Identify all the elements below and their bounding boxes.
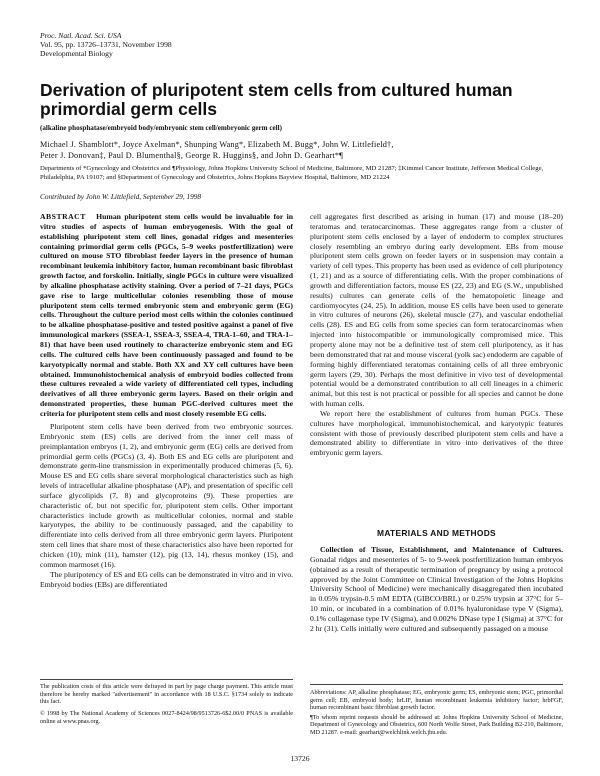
intro-paragraph: The pluripotency of ES and EG cells can be demonstrated in vitro and in vivo. Embryoid bodies (EBs) are differentiated — [40, 569, 293, 589]
abbreviations-note: Abbreviations: AP, alkaline phosphatase; EG, embryonic germ; ES, embryonic stem; PGC, primordial germ cell; EB, embryoid body; hrLIF, human recombinant leukemia inhibitory factor; hrbFGF, human recombinant basic fibroblast growth factor. — [310, 689, 563, 711]
authors-line: Michael J. Shamblott*, Joyce Axelman*, Shunping Wang*, Elizabeth M. Bugg*, John W. Littlefield†, — [40, 140, 394, 149]
journal-header — [40, 31, 172, 59]
abstract-text: Human pluripotent stem cells would be invaluable for in vitro studies of aspects of human embryogenesis. With the goal of establishing pluripotent stem cell lines, gonadal ridges and mesenteries containing primordial germ cells (PGCs, 5–9 weeks postfertilization) were cultured on mouse STO fibroblast feeder layers in the presence of human recombinant leukemia inhibitory factor, human recombinant basic fibroblast growth factor, and forskolin. Initially, single PGCs in culture were visualized by alkaline phosphatase activity staining. Over a period of 7–21 days, PGCs gave rise to large multicellular colonies resembling those of mouse pluripotent stem cells termed embryonic stem and embryonic germ (EG) cells. Throughout the culture period most cells within the colonies continued to be alkaline phosphatase-positive and tested positive against a panel of five immunological markers (SSEA-1, SSEA-3, SSEA-4, TRA-1–60, and TRA-1–81) that have been used routinely to characterize embryonic stem and EG cells. The cultured cells have been continuously passaged and found to be karyotypically normal and stable. Both XX and XY cell cultures have been obtained. Immunohistochemical analysis of embryoid bodies collected from these cultures revealed a wide variety of differentiated cell types, including derivatives of all three embryonic germ layers. Based on their origin and demonstrated properties, these human PGC-derived cultures meet the criteria for pluripotent stem cells and most closely resemble EG cells. — [40, 212, 293, 418]
footnote-divider — [40, 679, 293, 680]
page-number: 13726 — [290, 754, 310, 763]
body-paragraph: We report here the establishment of cultures from human PGCs. These cultures have morphological, immunohistochemical, and karyotypic features consistent with those of previously described pluripotent stem cells and have a demonstrated ability to differentiate in vitro into derivatives of the three embryonic germ layers. — [310, 408, 563, 458]
methods-heading: MATERIALS AND METHODS — [377, 528, 496, 538]
introduction — [40, 422, 293, 589]
keywords: (alkaline phosphatase/embryoid body/embryonic stem cell/embryonic germ cell) — [40, 124, 282, 132]
abstract — [40, 212, 293, 419]
publication-costs-note: The publication costs of this article were defrayed in part by page charge payment. This article must therefore be hereby marked "advertisement" in accordance with 18 U.S.C. §1734 solely to indicate this fact. — [40, 683, 293, 706]
article-title: Derivation of pluripotent stem cells from cultured human primordial germ cells — [40, 80, 513, 119]
methods-subheading: Collection of Tissue, Establishment, and Maintenance of Cultures. — [320, 545, 563, 554]
intro-paragraph: Pluripotent stem cells have been derived from two embryonic sources. Embryonic stem (ES) cells are derived from the inner cell mass of preimplantation embryos (1, 2), and embryonic germ (EG) cells are derived from primordial germ cells (PGCs) (3, 4). Both ES and EG cells are pluripotent and demonstrate germ-line transmission in experimentally produced chimeras (5, 6). Mouse ES and EG cells share several morphological characteristics such as high levels of intracellular alkaline phosphatase (AP), and presentation of specific cell surface glycolipids (7, 8) and glycoproteins (9). These properties are characteristic of, but not specific for, pluripotent stem cells. Other important characteristics include growth as multicellular colonies, normal and stable karyotypes, the ability to be continuously passaged, and the capability to differentiate into cells derived from all three embryonic germ layers. Pluripotent stem cell lines that share most of these characteristics also have been reported for chicken (10), mink (11), hamster (12), pig (13, 14), rhesus monkey (15), and common marmoset (16). — [40, 422, 293, 569]
journal-volume: Vol. 95, pp. 13726–13731, November 1998 — [40, 40, 172, 50]
body-paragraph: cell aggregates first described as arising in human (17) and mouse (18–20) teratomas and teratocarcinomas. These aggregates range from a cluster of pluripotent stem cells enclosed by a layer of endoderm to complex structures closely resembling an embryo during early development. EBs from mouse pluripotent stem cells grown on feeder layers or in suspension may contain a variety of cell types. This property has been used as evidence of cell pluripotency (1, 21) and as a source of differentiating cells. With the proper combinations of growth and differentiation factors, mouse ES (22, 23) and EG (S.W., unpublished results) cultures can generate cells of the hematopoietic lineage and cardiomyocytes (24, 25). In addition, mouse ES cells have been used to generate in vitro cultures of neurons (26), skeletal muscle (27), and vascular endothelial cells (28). ES and EG cells from some species can form teratocarcinomas when injected into histocompatible or immunologically compromised mice. This property alone may not be a definitive test of stem cell pluripotency, as it has been demonstrated that rat and mouse visceral (yolk sac) endoderm are capable of forming highly differentiated teratomas containing cells of all three embryonic germ layers (29, 30). Perhaps the most definitive in vivo test of developmental potential would be a demonstrated contribution to all cell lineages in a chimeric animal, but this test is not practical or possible for all species and cannot be done with human cells. — [310, 212, 563, 409]
footnotes-left — [40, 683, 293, 730]
footnote-divider — [310, 684, 563, 685]
contributed-by: Contributed by John W. Littlefield, September 29, 1998 — [40, 192, 202, 201]
journal-section: Developmental Biology — [40, 49, 113, 59]
author-list — [40, 139, 565, 161]
abstract-label: ABSTRACT — [40, 212, 86, 221]
methods-text: Gonadal ridges and mesenteries of 5- to 9-week postfertilization human embryos (obtained as a result of therapeutic termination of pregnancy by using a protocol approved by the Joint Committee on Clinical Investigation of the Johns Hopkins University School of Medicine) were mechanically disaggregated then incubated in 0.05% trypsin-0.5 mM EDTA (GIBCO/BRL) or 0.25% trypsin at 37°C for 5–10 min, or incubated in a combination of 0.01% hyaluronidase type V (Sigma), 0.1% collagenase type IV (Sigma), and 0.002% DNase type I (Sigma) at 37°C for 2 hr (31). Cells initially were cultured and subsequently passaged on a mouse — [310, 554, 563, 633]
right-column-text — [310, 212, 563, 458]
journal-name: Proc. Natl. Acad. Sci. USA — [40, 31, 122, 40]
footnotes-right — [310, 689, 563, 738]
methods-section — [310, 545, 563, 634]
affiliations: Departments of *Gynecology and Obstetrics and ¶Physiology, Johns Hopkins University School of Medicine, Baltimore, MD 21287; ‡Kimmel Cancer Institute, Jefferson Medical College, Philadelphia, PA 19107; and §Department of Gynecology and Obstetrics, Johns Hopkins Bayview Hospital, Baltimore, MD 21224 — [40, 165, 544, 181]
copyright-note: © 1998 by The National Academy of Sciences 0027-8424/98/9513726-6$2.00/0 PNAS is available online at www.pnas.org. — [40, 710, 293, 725]
reprint-request-note: ¶To whom reprint requests should be addressed at: Johns Hopkins University School of Medicine, Department of Gynecology and Obstetrics, 600 North Wolfe Street, Park Building B2-210, Baltimore, MD 21287. e-mail: gearhart@welchlink.welch.jhu.edu. — [310, 713, 563, 736]
authors-line: Peter J. Donovan‡, Paul D. Blumenthal§, George R. Huggins§, and John D. Gearhart*¶ — [40, 151, 344, 160]
